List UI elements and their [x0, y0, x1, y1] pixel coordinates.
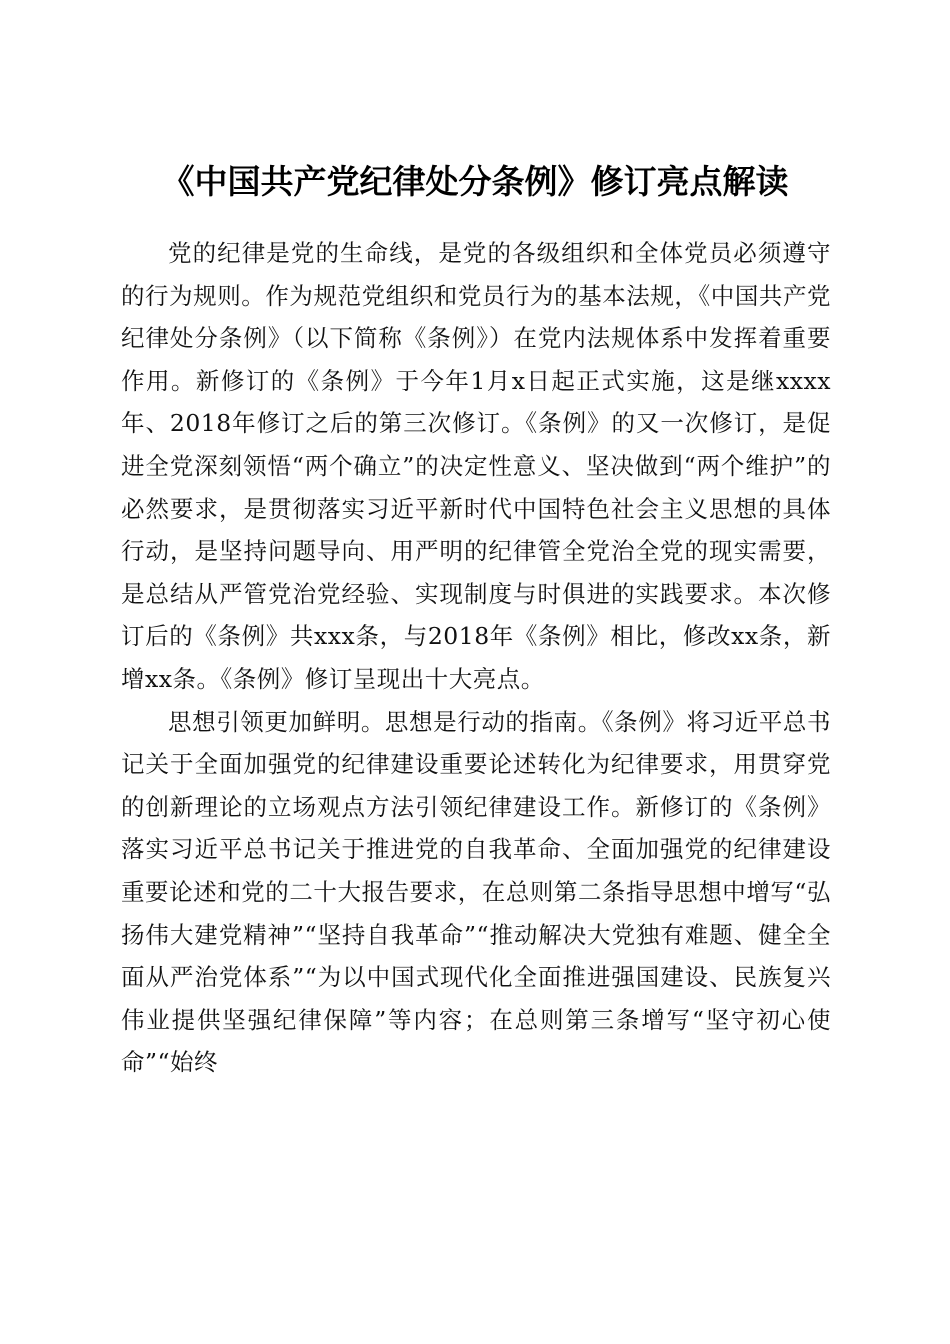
paragraph-intro: 党的纪律是党的生命线，是党的各级组织和全体党员必须遵守的行为规则。作为规范党组织和党员行为的基本法规，《中国共产党纪律处分条例》（以下简称《条例》）在党内法规体系中发挥着重要作用。新修订的《条例》于今年1月x日起正式实施，这是继xxxx年、2018年修订之后的第三次修订。《条例》的又一次修订，是促进全党深刻领悟“两个确立”的决定性意义、坚决做到“两个维护”的必然要求，是贯彻落实习近平新时代中国特色社会主义思想的具体行动，是坚持问题导向、用严明的纪律管全党治全党的现实需要，是总结从严管党治党经验、实现制度与时俱进的实践要求。本次修订后的《条例》共xxx条，与2018年《条例》相比，修改xx条，新增xx条。《条例》修订呈现出十大亮点。 — [121, 239, 831, 693]
document-body — [121, 232, 831, 1084]
document-title: 《中国共产党纪律处分条例》修订亮点解读 — [161, 162, 789, 202]
paragraph-highlight-1: 思想引领更加鲜明。思想是行动的指南。《条例》将习近平总书记关于全面加强党的纪律建设重要论述转化为纪律要求，用贯穿党的创新理论的立场观点方法引领纪律建设工作。新修订的《条例》落实习近平总书记关于推进党的自我革命、全面加强党的纪律建设重要论述和党的二十大报告要求，在总则第二条指导思想中增写“弘扬伟大建党精神”“坚持自我革命”“推动解决大党独有难题、健全全面从严治党体系”“为以中国式现代化全面推进强国建设、民族复兴伟业提供坚强纪律保障”等内容；在总则第三条增写“坚守初心使命”“始终 — [121, 707, 831, 1077]
